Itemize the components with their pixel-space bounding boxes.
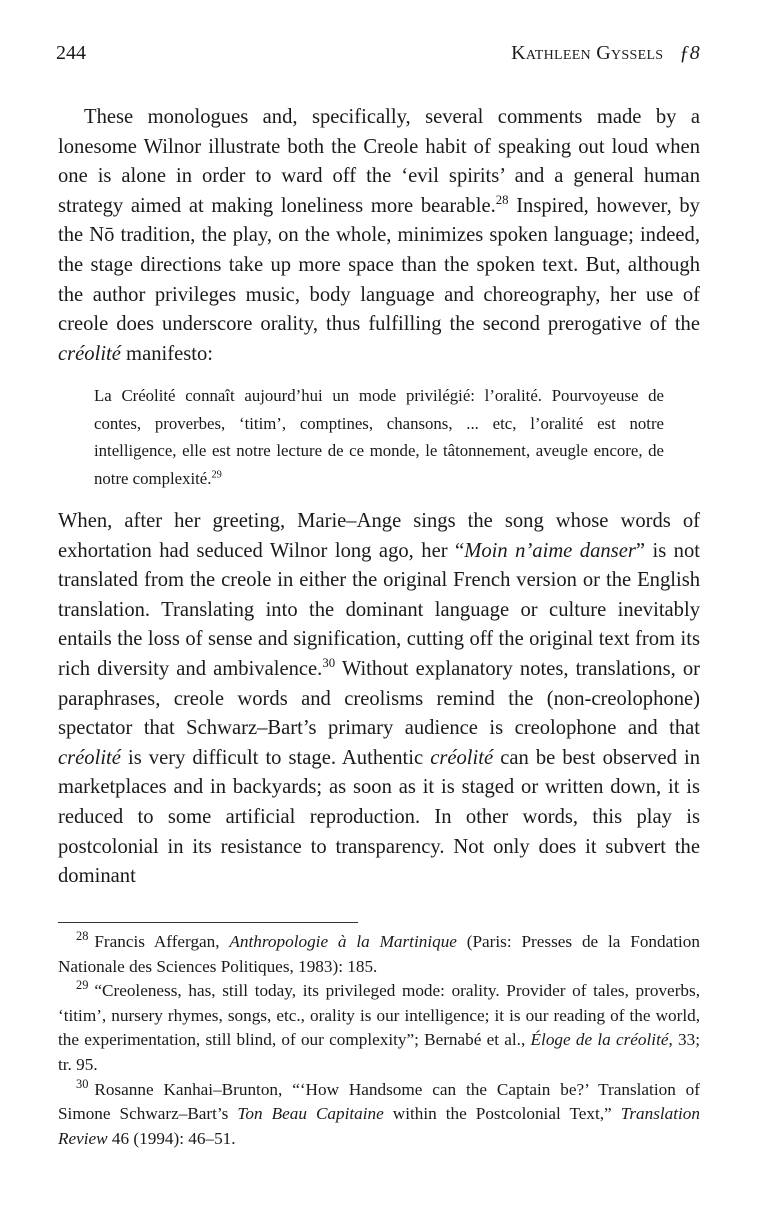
emphasis-song-title: Moin n’aime danser [464, 539, 636, 562]
footnote-29 [58, 979, 700, 1077]
text-run: 46 (1994): 46–51. [107, 1128, 236, 1148]
book-title: Anthropologie à la Martinique [229, 932, 457, 951]
footnote-separator [58, 922, 358, 923]
footnote-30 [58, 1078, 700, 1152]
footnote-28 [58, 930, 700, 979]
page-header [56, 42, 700, 72]
text-run: Inspired, however, by the Nō tradition, the play, on the whole, minimizes spoken language; indeed, the stage directions take up more space than the spoken text. But, although the author privileges music, body language and choreography, her use of creole does underscore orality, thus fulfilling the second prerogative of the [58, 194, 700, 336]
footnote-mark: 29 [76, 978, 89, 993]
body-paragraph-1 [58, 103, 700, 369]
page-number: 244 [56, 42, 86, 64]
text-run: These monologues and, specifically, several comments made by a lonesome Wilnor illustrate both the Creole habit of speaking out loud when one is alone in order to ward off the ‘evil spirits’ and a general human strategy aimed at making loneliness more bearable. [58, 106, 700, 217]
text-run: Rosanne Kanhai–Brunton, “‘How Handsome can the Captain be?’ Translation of Simone Schwarz–Bart’s [58, 1079, 700, 1124]
emphasis-creolite: créolité [430, 746, 494, 769]
text-run: Francis Affergan, [94, 932, 230, 951]
block-quote [94, 382, 664, 492]
text-run: Without explanatory notes, translations, or paraphrases, creole words and creolisms remind the (non-creolophone) spectator that Schwarz–Bart’s primary audience is creolophone and that [58, 657, 700, 740]
body-paragraph-2 [58, 507, 700, 892]
text-run: (Paris: Presses de la Fondation Nationale des Sciences Politiques, 1983): 185. [58, 932, 700, 976]
emphasis-creolite: créolité [58, 746, 121, 769]
quote-text: La Créolité connaît aujourd’hui un mode privilégié: l’oralité. Pourvoyeuse de contes, proverbes, ‘titim’, comptines, chansons, ... etc, l’oralité est notre intelligence, elle est notre lecture de ce monde, le tâtonnement, aveugle encore, de notre complexité. [94, 386, 664, 488]
footnotes [58, 930, 700, 1151]
text-run: is very difficult to stage. Authentic [120, 746, 431, 769]
footnote-ref-28: 28 [495, 192, 509, 207]
running-head [511, 42, 700, 65]
emphasis-creolite: créolité [58, 342, 121, 365]
text-run: within the Postcolonial Text,” [383, 1104, 621, 1124]
running-head-author: Kathleen Gyssels [511, 42, 664, 64]
ornament-glyph: ƒ8 [679, 42, 700, 64]
journal-title: Translation Review [58, 1104, 700, 1148]
footnote-mark: 28 [76, 929, 89, 944]
text-run: can be best observed in marketplaces and in backyards; as soon as it is staged or written down, it is reduced to some artificial reproduction. In other words, this play is postcolonial in its resistance to transparency. Not only does it subvert the dominant [58, 746, 700, 888]
play-title: Ton Beau Capitaine [237, 1104, 384, 1124]
footnote-ref-29: 29 [211, 468, 222, 480]
book-title: Éloge de la créolité [530, 1030, 669, 1050]
footnote-mark: 30 [76, 1076, 89, 1091]
text-run: “Creoleness, has, still today, its privileged mode: orality. Provider of tales, proverbs, ‘titim’, nursery rhymes, songs, etc., orality is our intelligence; it is our reading of the world, the experimentation, still blind, of our complexity”; Bernabé et al., [58, 981, 700, 1050]
text-run: manifesto: [120, 342, 213, 365]
footnote-ref-30: 30 [322, 656, 336, 671]
text-run: When, after her greeting, Marie–Ange sings the song whose words of exhortation had seduced Wilnor long ago, her “ [58, 510, 700, 562]
text-run: ” is not translated from the creole in either the original French version or the English translation. Translating into the dominant language or culture inevitably entails the loss of sense and signification, cutting off the original text from its rich diversity and ambivalence. [58, 539, 700, 680]
text-run: , 33; tr. 95. [58, 1030, 700, 1074]
